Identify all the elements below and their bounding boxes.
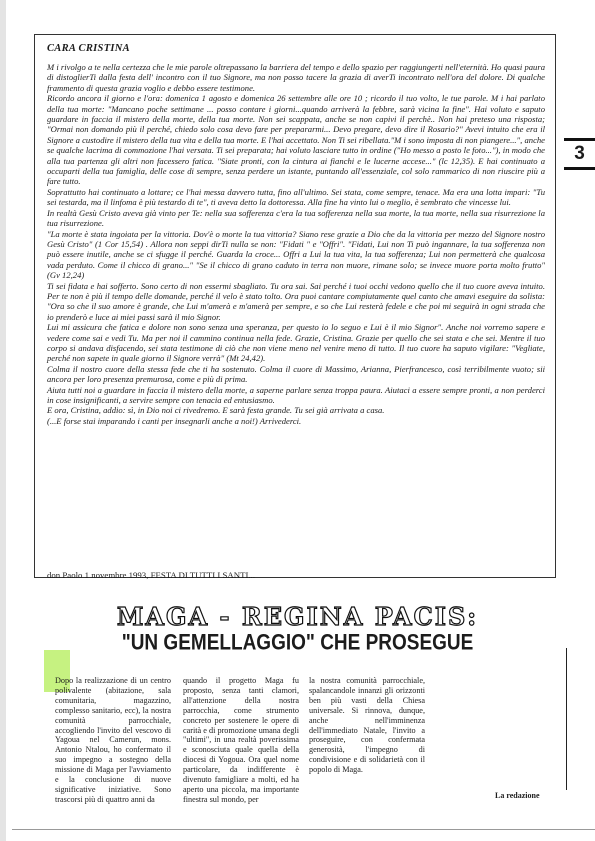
letter-paragraph: Ti sei fidata e hai sofferto. Sono certo di non essermi sbagliato. Tu ora sai. Sai perché i tuoi occhi vedono quello che il tuo cuore aveva intuito. Per te non è più il tempo delle domande, perché il velo è stato tolto. Ora puoi cantare compiutamente quel canto che amavi eseguire da solista: "Ora so che il suo amore è grande, che Lui m'amerà e m'amerà per sempre, e so che Lui resterà fedele e che poi mi seguirà in ogni strada che io prenderò e luce ai miei passi sarà il mio Signor.: [47, 280, 545, 322]
bottom-rule: [12, 829, 595, 830]
letter-paragraph: Soprattutto hai continuato a lottare; ce l'hai messa davvero tutta, fino all'ultimo. Sei stata, come sempre, tenace. Ma era una lotta impari: "Tu sei testarda, ma il linfoma è più testardo di te", ti aveva detto la dottoressa. Alla fine ha vinto lui o meglio, è sembrato che vincesse lui.: [47, 186, 545, 208]
letter-paragraph: (...E forse stai imparando i canti per insegnarli anche a noi!) Arrivederci.: [47, 415, 302, 426]
article-headline: MAGA - REGINA PACIS:: [116, 602, 479, 631]
article-subheadline: "UN GEMELLAGGIO" CHE PROSEGUE: [121, 631, 474, 656]
letter-body: [47, 62, 545, 426]
letter-paragraph: M i rivolgo a te nella certezza che le mie parole oltrepassano la barriera del tempo e dello spazio per raggiungerti nell'eternità. Ho quasi paura di distoglierTi dalla festa dell' incontro con il tuo Signore, ma non posso tacere la grazia di averTi incontrato nell'ora del dolore. Di qualche frammento di questa grazia voglio e debbo essere testimone.: [47, 62, 545, 93]
letter-box: [34, 34, 556, 578]
column-divider: [566, 648, 567, 790]
article-column-3: la nostra comunità parrocchiale, spalancandole innanzi gli orizzonti ben più vasti della Chiesa universale. Si rinnova, dunque, anche nell'imminenza dell'immediato Natale, l'invito a proseguire, con confermata generosità, l'impegno di condivisione e di solidarietà con il popolo di Maga.: [309, 676, 425, 775]
letter-signature: don Paolo 1 novembre 1993, FESTA DI TUTTI I SANTI...: [47, 570, 256, 580]
page-number: 3: [564, 138, 595, 170]
letter-paragraph: In realtà Gesù Cristo aveva già vinto per Te: nella sua sofferenza c'era la tua sofferenza nella sua morte, la tua morte, nella sua risurrezione la tua risurrezione.: [47, 207, 545, 229]
page-edge-shadow: [0, 0, 6, 841]
article-credit: La redazione: [495, 791, 540, 800]
letter-paragraph: Colma il nostro cuore della stessa fede che ti ha sostenuto. Colma il cuore di Massimo, Arianna, Pierfrancesco, così terribilmente vuoto; sii ancora per loro presenza premurosa, come e più di prima.: [47, 363, 545, 385]
letter-title: CARA CRISTINA: [47, 43, 130, 54]
letter-paragraph: "La morte è stata ingoiata per la vittoria. Dov'è o morte la tua vittoria? Siano rese grazie a Dio che da la vittoria per mezzo del Signore nostro Gesù Cristo" (1 Cor 15,54) . Allora non seppi dirTi nulla se non: "Fidati " e "Offri". "Fidati, Lui non Ti può ingannare, la tua sofferenza non può essere inutile, anche se ci sfugge il perché. Guarda la croce... Offri a Lui la tua vita, la tua sofferenza; Lui non permetterà che qualcosa vada perduto. Come il chicco di grano..." "Se il chicco di grano caduto in terra non muore, rimane solo; se invece muore porta molto frutto" (Gv 12,24): [47, 228, 545, 281]
article-column-2: quando il progetto Maga fu proposto, senza tanti clamori, all'attenzione della nostra parrocchia, come strumento concreto per sostenere le opere di carità e di promozione umana degli "ultimi", in una realtà poverissima e sconosciuta quale quella della diocesi di Yogoua. Ora quel nome particolare, da indifferente è divenuto famigliare a molti, ed ha aperto una piccola, ma importante finestra sul mondo, per: [183, 676, 299, 804]
letter-paragraph: Ricordo ancora il giorno e l'ora: domenica 1 agosto e domenica 26 settembre alle ore 10 ; ricordo il tuo volto, le tue parole. M i hai parlato della tua morte: "Mancano poche settimane ... posso contare i giorni...quando arriverà la febbre, sarà vicina la fine". Hai voluto e saputo guardare in faccia il mistero della morte, della tua morte. Non sei scappata, anche se non capivi il perchè.. Non hai preteso una risposta; "Ormai non domando più il perché, chiedo solo cosa devo fare per prepararmi... Devo pregare, devo dire il Rosario?" Avevi intuito che era il Signore a custodire il mistero della tua vita e della tua morte. E l'hai accettato. Non Ti sei ribellata."M i sono imposta di non piangere...", anche se qualche lacrima di commozione l'hai versata. Ti sei preparata; hai voluto lasciare tutto in ordine ("Ho messo a posto le foto..."), in modo che alla tua partenza gli altri non facessero fatica. "Siate pronti, con la cintura ai fianchi e le lucerne accese..." (lc 12,35). E hai continuato a occuparti della tua famiglia, delle cose di sempre, senza perdere un istante, puntando all'essenziale, col solo rammarico di non riuscire più a fare tutto.: [47, 93, 545, 187]
letter-paragraph: Aiuta tutti noi a guardare in faccia il mistero della morte, a saperne parlare senza troppa paura. Aiutaci a essere sempre pronti, a non perderci in cose insignificanti, a servire sempre con tenacia ed entusiasmo.: [47, 384, 545, 405]
letter-paragraph: Lui mi assicura che fatica e dolore non sono senza una speranza, per questo io lo seguo e Lui è il mio Signor". Anche noi vorremo sapere e vedere come sai e vedi Tu. Ma per noi il cammino continua nella fede. Grazie, Cristina. Grazie per quello che sei stata e che sei. Mentre il tuo corpo si andava disfacendo, sei stata testimone di ciò che non viene meno nel venire meno di tutto. Il tuo cuore ha saputo vigilare: "Vegliate, perché non sapete in quale giorno il Signore verrà" (Mt 24,42).: [47, 322, 545, 364]
article-column-1: Dopo la realizzazione di un centro polivalente (abitazione, sala comunitaria, magazzino, complesso sanitario, ecc), la nostra comunità parrocchiale, accogliendo l'invito del vescovo di Yagoua nel Camerun, mons. Antonio Ntalou, ho confermato il suo impegno a sostegno della missione di Maga per l'avviamento e la conclusione di nuove significative iniziative. Sono trascorsi più di quattro anni da: [55, 676, 171, 804]
letter-paragraph: E ora, Cristina, addio: sì, in Dio noi ci rivedremo. E sarà festa grande. Tu sei già arrivata a casa.: [47, 405, 385, 416]
